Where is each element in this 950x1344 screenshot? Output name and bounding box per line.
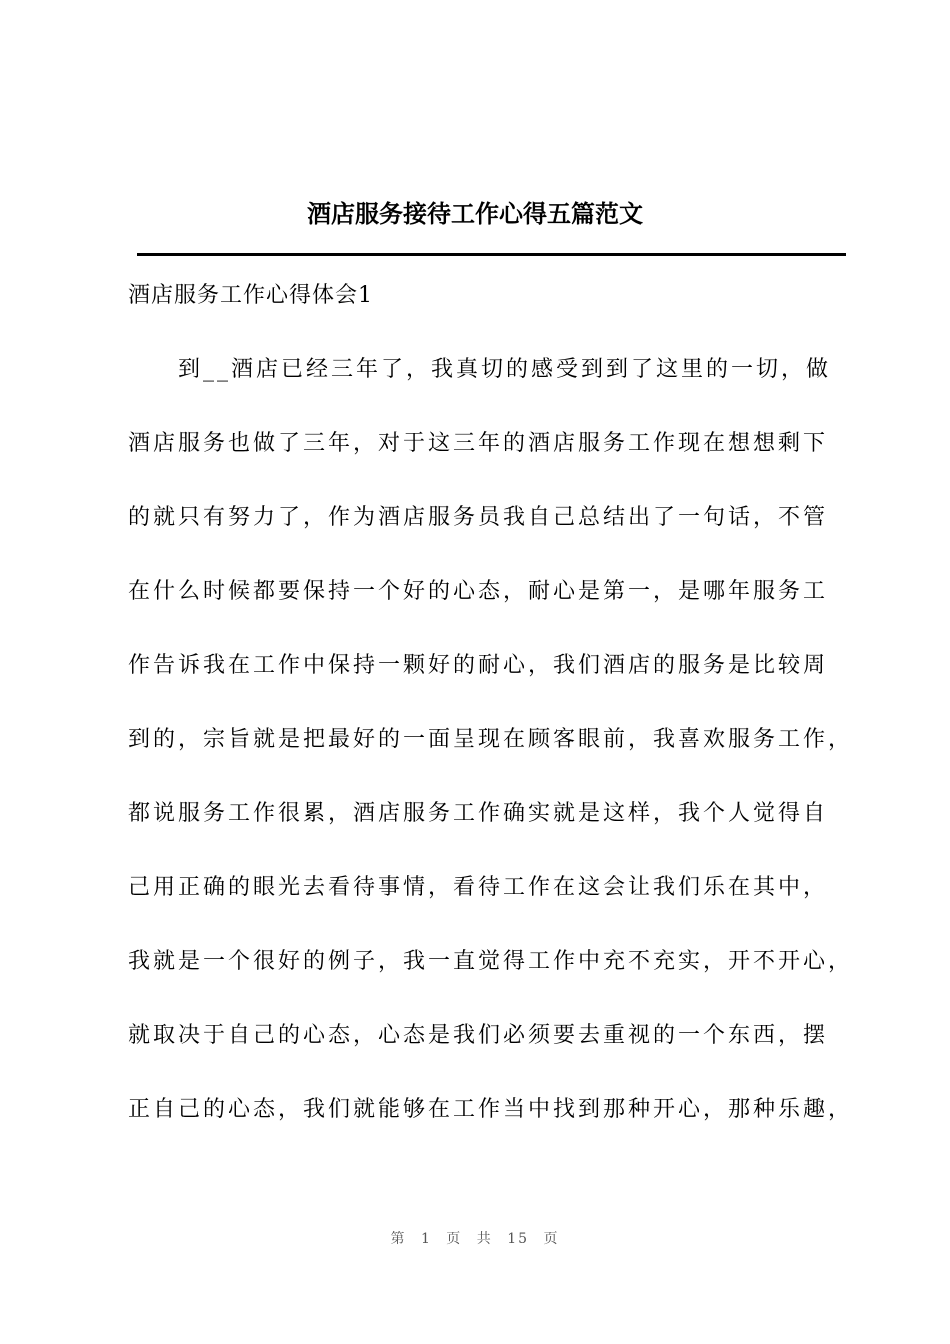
section-heading: 酒店服务工作心得体会1 (128, 283, 373, 308)
document-title: 酒店服务接待工作心得五篇范文 (307, 199, 643, 228)
body-line: 己用正确的眼光去看待事情，看待工作在这会让我们乐在其中， (128, 875, 829, 900)
body-line: 正自己的心态，我们就能够在工作当中找到那种开心，那种乐趣， (128, 1097, 854, 1122)
body-line: 就取决于自己的心态，心态是我们必须要去重视的一个东西，摆 (128, 1023, 829, 1048)
body-line: 到的，宗旨就是把最好的一面呈现在顾客眼前，我喜欢服务工作， (128, 727, 854, 752)
body-line: 我就是一个很好的例子，我一直觉得工作中充不充实，开不开心， (128, 949, 854, 974)
body-line: 作告诉我在工作中保持一颗好的耐心，我们酒店的服务是比较周 (128, 653, 829, 678)
title-divider (137, 253, 846, 256)
body-line: 在什么时候都要保持一个好的心态，耐心是第一，是哪年服务工 (128, 579, 829, 604)
body-text (128, 352, 854, 1166)
body-line: 都说服务工作很累，酒店服务工作确实就是这样，我个人觉得自 (128, 801, 829, 826)
body-line: 到__酒店已经三年了，我真切的感受到到了这里的一切，做 (178, 357, 832, 382)
body-line: 的就只有努力了，作为酒店服务员我自己总结出了一句话，不管 (128, 505, 829, 530)
page-number: 第 1 页 共 15 页 (390, 1231, 560, 1247)
body-line: 酒店服务也做了三年，对于这三年的酒店服务工作现在想想剩下 (128, 431, 829, 456)
